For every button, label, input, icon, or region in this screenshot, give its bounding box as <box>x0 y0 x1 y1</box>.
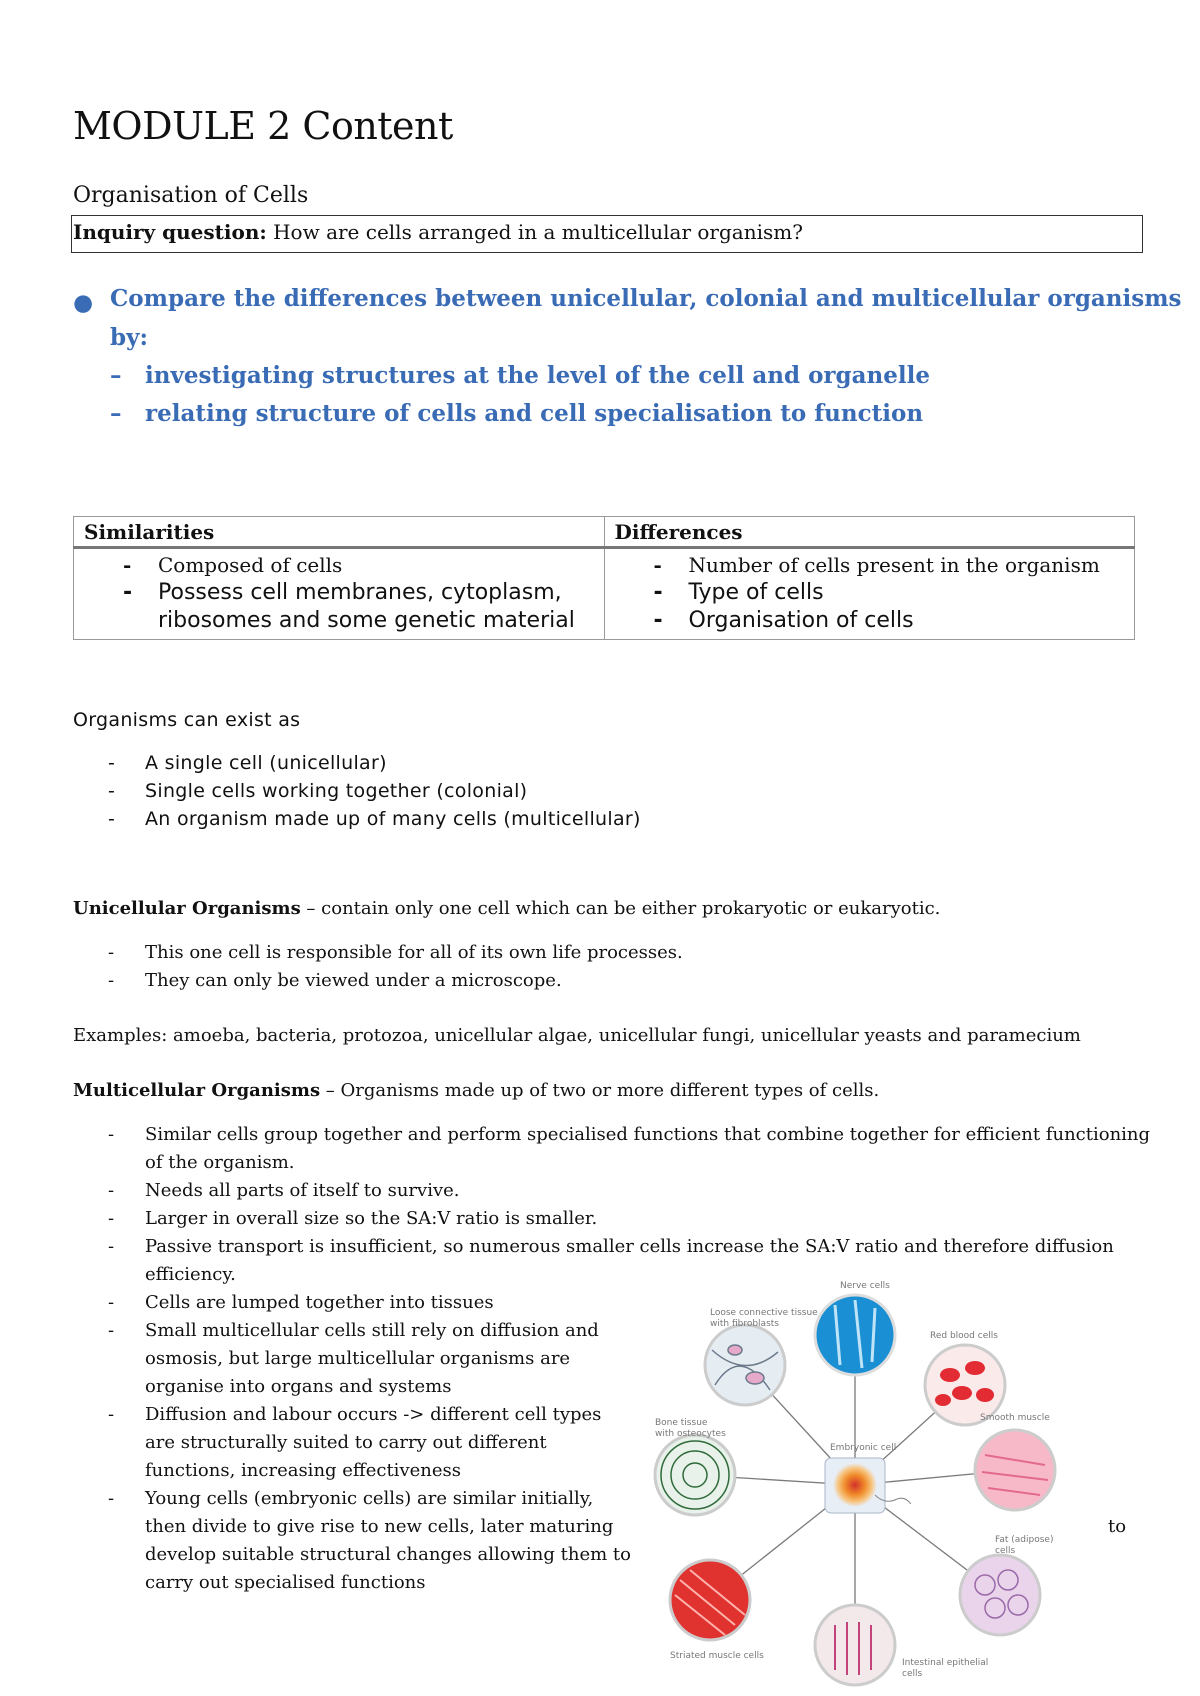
list-item-continued: develop suitable structural changes allowing them to <box>145 1544 631 1565</box>
label-smooth: Smooth muscle <box>980 1413 1050 1423</box>
table-row <box>74 548 1135 640</box>
dash: - <box>108 808 116 830</box>
label-fat-1: Fat (adipose) <box>995 1535 1054 1545</box>
dash: - <box>108 780 116 802</box>
differences-cell <box>604 548 1135 640</box>
multicellular-definition: Multicellular Organisms – Organisms made up of two or more different types of cells. <box>73 1080 880 1101</box>
dash: - <box>108 1180 115 1201</box>
dash: - <box>108 942 115 963</box>
similarities-cell <box>74 548 605 640</box>
page-title: MODULE 2 Content <box>73 104 453 148</box>
label-loose-1: Loose connective tissue <box>710 1308 818 1318</box>
unicellular-definition: Unicellular Organisms – contain only one cell which can be either prokaryotic or eukaryotic. <box>73 898 941 919</box>
section-heading: Organisation of Cells <box>73 183 309 208</box>
list-item: - Organisation of cells <box>653 608 914 633</box>
list-item: An organism made up of many cells (multicellular) <box>145 808 641 830</box>
outcome-sub-dash-1: – <box>110 362 122 389</box>
dash: - <box>108 1404 115 1425</box>
list-item-continued: are structurally suited to carry out different <box>145 1432 547 1453</box>
label-bone-2: with osteocytes <box>655 1429 726 1439</box>
list-item: Cells are lumped together into tissues <box>145 1292 494 1313</box>
dash: - <box>108 1124 115 1145</box>
unicellular-heading: Unicellular Organisms <box>73 898 301 919</box>
list-item-continued: osmosis, but large multicellular organisms are <box>145 1348 571 1369</box>
embryonic-cell <box>833 1463 877 1507</box>
list-item-continued: efficiency. <box>145 1264 236 1285</box>
bone-tissue-circle <box>655 1435 735 1515</box>
label-intestinal-2: cells <box>902 1669 923 1679</box>
comparison-table <box>73 516 1135 640</box>
label-nerve: Nerve cells <box>840 1281 890 1291</box>
list-item: Single cells working together (colonial) <box>145 780 528 802</box>
label-intestinal-1: Intestinal epithelial <box>902 1658 989 1668</box>
outcome-sub-1: investigating structures at the level of the cell and organelle <box>145 362 930 389</box>
outcome-bullet: ● <box>73 289 94 316</box>
list-item: Young cells (embryonic cells) are similar initially, <box>145 1488 594 1509</box>
dash: - <box>108 970 115 991</box>
list-item: They can only be viewed under a microscope. <box>145 970 562 991</box>
smooth-muscle-circle <box>975 1430 1055 1510</box>
table-header-differences: Differences <box>604 517 1135 548</box>
outcome-sub-dash-2: – <box>110 400 122 427</box>
label-embryonic: Embryonic cell <box>830 1443 897 1453</box>
inquiry-label: Inquiry question: <box>73 220 267 244</box>
dash: - <box>108 1292 115 1313</box>
list-item-continued: functions, increasing effectiveness <box>145 1460 461 1481</box>
outcome-line-1: Compare the differences between unicellular, colonial and multicellular organisms <box>110 285 1182 312</box>
list-item: Diffusion and labour occurs -> different cell types <box>145 1404 602 1425</box>
inquiry-question-box <box>71 215 1143 253</box>
list-item-continued: then divide to give rise to new cells, later maturing <box>145 1516 614 1537</box>
outcome-line-2: by: <box>110 324 148 351</box>
list-item: Small multicellular cells still rely on diffusion and <box>145 1320 599 1341</box>
label-red: Red blood cells <box>930 1331 998 1341</box>
list-item: Similar cells group together and perform specialised functions that combine together for efficient functioning <box>145 1124 1151 1145</box>
list-item: - Type of cells <box>653 580 824 605</box>
organisms-intro: Organisms can exist as <box>73 709 301 731</box>
dash: - <box>108 1320 115 1341</box>
list-item: Passive transport is insufficient, so numerous smaller cells increase the SA:V ratio and therefore diffusion <box>145 1236 1114 1257</box>
label-striated: Striated muscle cells <box>670 1651 764 1661</box>
outcome-sub-2: relating structure of cells and cell specialisation to function <box>145 400 924 427</box>
list-item: Needs all parts of itself to survive. <box>145 1180 460 1201</box>
list-item: This one cell is responsible for all of its own life processes. <box>145 942 683 963</box>
dash: - <box>108 1208 115 1229</box>
label-bone-1: Bone tissue <box>655 1418 708 1428</box>
dash: - <box>108 1236 115 1257</box>
list-item: Larger in overall size so the SA:V ratio is smaller. <box>145 1208 598 1229</box>
label-fat-2: cells <box>995 1546 1016 1556</box>
unicellular-examples: Examples: amoeba, bacteria, protozoa, unicellular algae, unicellular fungi, unicellular yeasts and paramecium <box>73 1025 1081 1046</box>
multicellular-heading: Multicellular Organisms <box>73 1080 321 1101</box>
fat-cells-circle <box>960 1555 1040 1635</box>
list-item: A single cell (unicellular) <box>145 752 387 774</box>
inquiry-text: How are cells arranged in a multicellular organism? <box>273 220 803 244</box>
cell-differentiation-diagram <box>640 1281 1060 1690</box>
list-item-continued: to <box>1108 1516 1127 1537</box>
dash: - <box>108 1488 115 1509</box>
dash: - <box>108 752 116 774</box>
list-item-continued: of the organism. <box>145 1152 295 1173</box>
list-item: - Number of cells present in the organism <box>653 553 1100 577</box>
list-item-continued: carry out specialised functions <box>145 1572 426 1593</box>
table-header-similarities: Similarities <box>74 517 605 548</box>
list-item: - Possess cell membranes, cytoplasm, ribosomes and some genetic material <box>123 580 575 633</box>
table-header-row <box>74 517 1135 548</box>
intestinal-epithelial-circle <box>815 1605 895 1685</box>
list-item: - Composed of cells <box>123 553 343 577</box>
label-loose-2: with fibroblasts <box>710 1319 779 1329</box>
list-item-continued: organise into organs and systems <box>145 1376 452 1397</box>
